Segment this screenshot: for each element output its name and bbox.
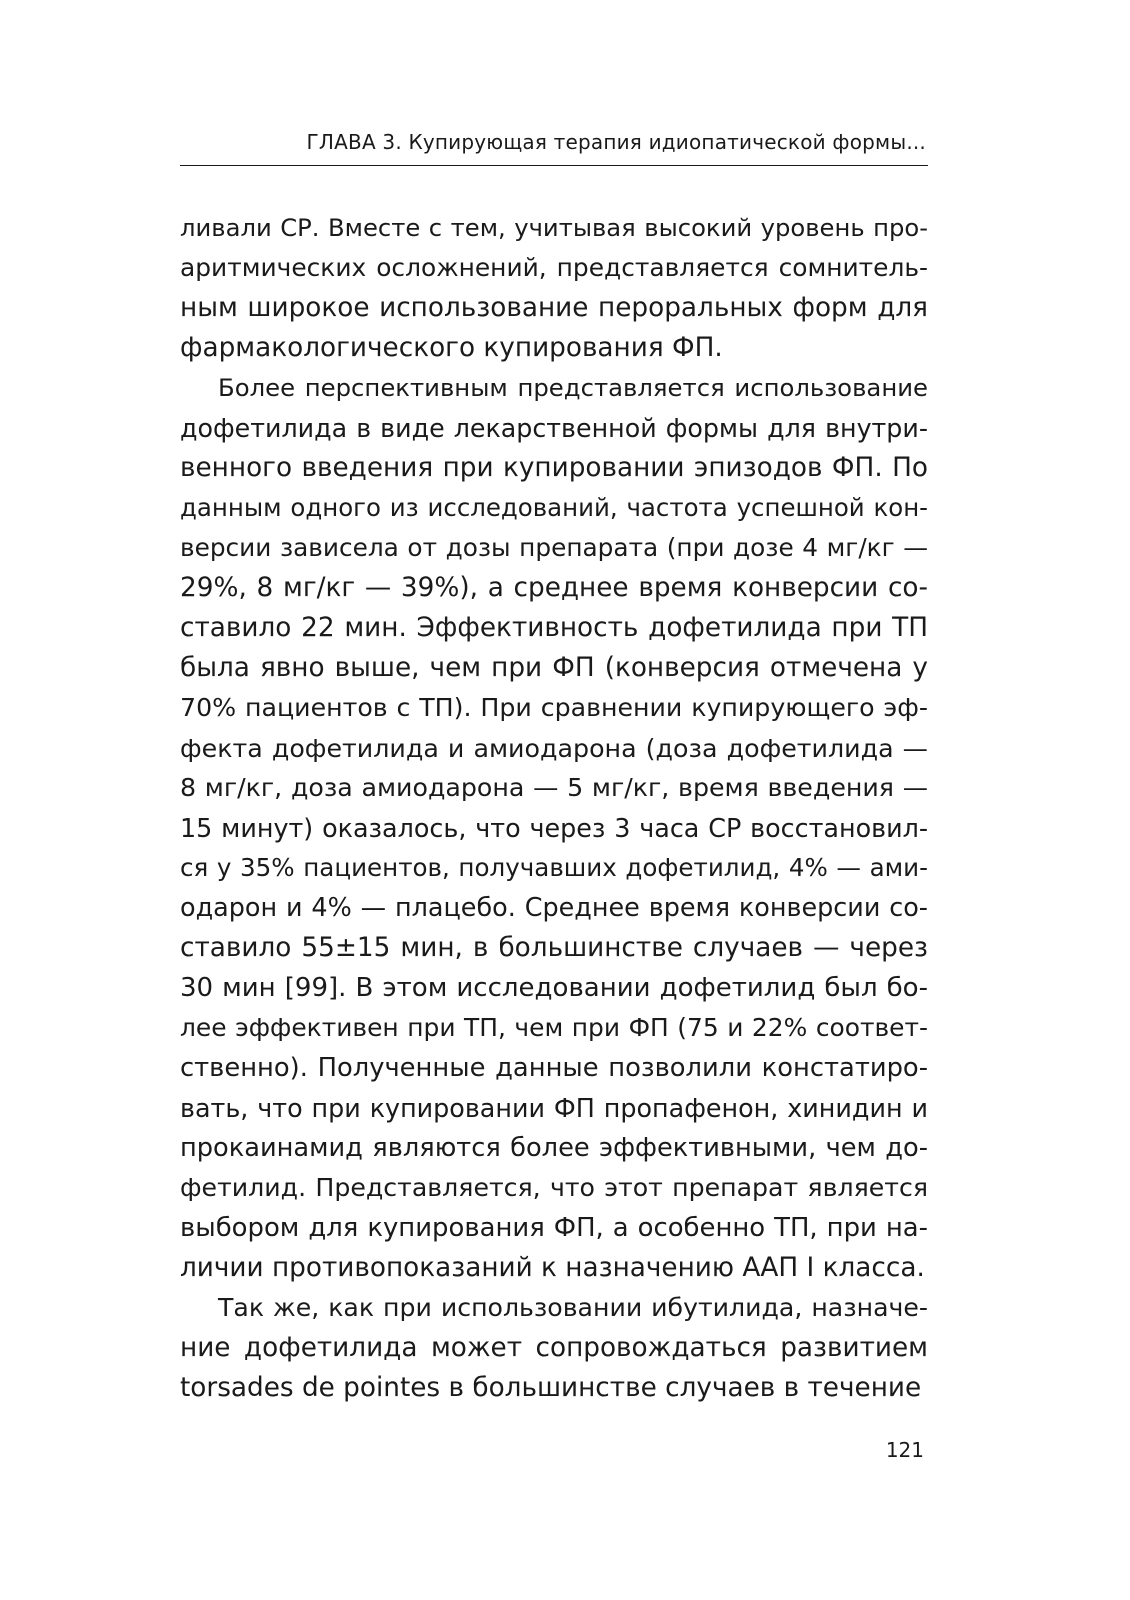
paragraph [180,1288,928,1408]
text-line: версии зависела от дозы препарата (при дозе 4 мг/кг — [180,533,928,562]
text-line: ставило 55±15 мин, в большинстве случаев — через [180,933,928,963]
running-title: ГЛАВА 3. Купирующая терапия идиопатической формы... [306,130,926,154]
text-line: дофетилида в виде лекарственной формы для внутри- [180,413,928,443]
text-line: фетилид. Представляется, что этот препарат является [180,1173,928,1202]
text-line: 30 мин [99]. В этом исследовании дофетилид был бо- [180,973,928,1003]
text-line: выбором для купирования ФП, а особенно ТП, при на- [180,1213,928,1243]
page-number: 121 [885,1438,924,1462]
text-line: ние дофетилида может сопровождаться развитием [180,1333,928,1363]
text-line: Так же, как при использовании ибутилида, назначе- [218,1293,928,1322]
text-line: была явно выше, чем при ФП (конверсия отмечена у [180,653,928,683]
text-line: ным широкое использование пероральных форм для [180,293,928,323]
text-line: Более перспективным представляется использование [218,373,928,402]
text-line: ся у 35% пациентов, получавших дофетилид, 4% — ами- [180,853,928,882]
text-line: венного введения при купировании эпизодов ФП. По [180,453,928,483]
text-line: фекта дофетилида и амиодарона (доза дофетилида — [180,733,928,763]
text-line: 29%, 8 мг/кг — 39%), а среднее время конверсии со- [180,573,928,603]
text-line: одарон и 4% — плацебо. Среднее время конверсии со- [180,893,928,923]
text-line: личии противопоказаний к назначению ААП I класса. [180,1253,925,1283]
paragraph [180,368,928,1288]
text-line: лее эффективен при ТП, чем при ФП (75 и 22% соответ- [180,1013,928,1042]
text-body [180,208,928,1408]
text-line: torsades de pointes в большинстве случаев в течение [180,1373,922,1403]
text-line: фармакологического купирования ФП. [180,333,723,363]
text-line: аритмических осложнений, представляется сомнитель- [180,253,928,282]
text-line: ливали СР. Вместе с тем, учитывая высокий уровень про- [180,213,928,242]
text-line: прокаинамид являются более эффективными, чем до- [180,1133,928,1163]
text-line: данным одного из исследований, частота успешной кон- [180,493,928,522]
text-line: 8 мг/кг, доза амиодарона — 5 мг/кг, время введения — [180,773,928,802]
page-header [180,128,928,166]
text-line: 70% пациентов с ТП). При сравнении купирующего эф- [180,693,928,722]
paragraph [180,208,928,368]
text-line: ственно). Полученные данные позволили констатиро- [180,1053,928,1083]
text-line: вать, что при купировании ФП пропафенон, хинидин и [180,1093,928,1123]
text-line: ставило 22 мин. Эффективность дофетилида при ТП [180,613,928,643]
text-line: 15 минут) оказалось, что через 3 часа СР восстановил- [180,813,928,843]
